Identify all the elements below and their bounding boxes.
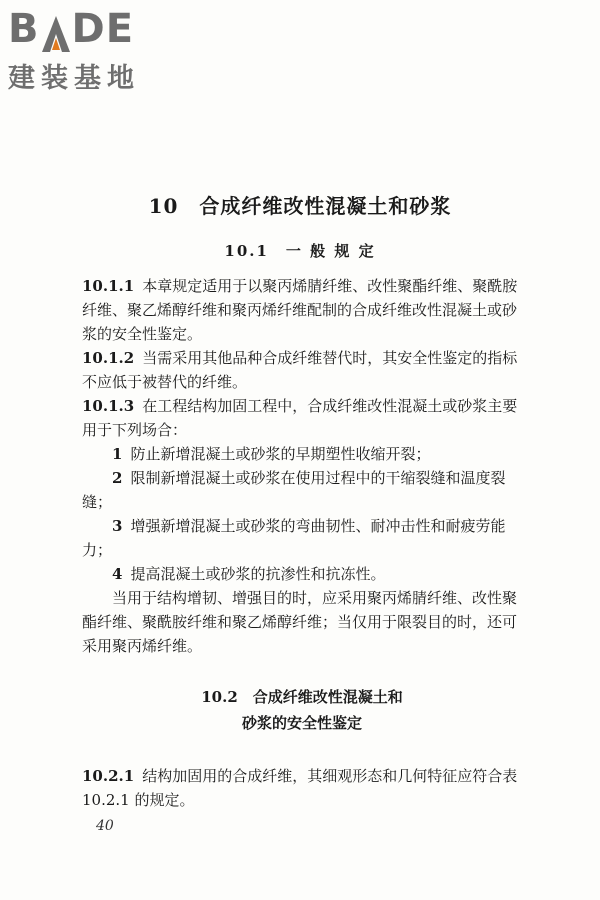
item-text: 提高混凝土或砂浆的抗渗性和抗冻性。	[130, 565, 386, 583]
document-body	[82, 274, 522, 812]
list-item	[82, 562, 522, 586]
clause-number: 10.2.1	[82, 767, 135, 785]
clause-text: 本章规定适用于以聚丙烯腈纤维、改性聚酯纤维、聚酰胺纤维、聚乙烯醇纤维和聚丙烯纤维配制的合成纤维改性混凝土或砂浆的安全性鉴定。	[82, 277, 518, 343]
item-text: 防止新增混凝土或砂浆的早期塑性收缩开裂；	[130, 445, 431, 463]
section-title-10-1: 10.1 一 般 规 定	[224, 242, 376, 260]
clause-number: 10.1.3	[82, 397, 135, 415]
item-number: 3	[112, 517, 123, 535]
bade-logo	[8, 6, 178, 95]
clause-text: 当需采用其他品种合成纤维替代时，其安全性鉴定的指标不应低于被替代的纤维。	[82, 349, 518, 391]
logo-letters-left: B	[8, 6, 40, 52]
item-number: 4	[112, 565, 123, 583]
logo-letters-right: DE	[71, 6, 135, 52]
item-number: 2	[112, 469, 123, 487]
item-number: 1	[112, 445, 123, 463]
logo-wordmark	[8, 6, 178, 52]
clause-10-1-3	[82, 394, 522, 442]
list-item	[82, 514, 522, 562]
clause-text: 在工程结构加固工程中，合成纤维改性混凝土或砂浆主要用于下列场合：	[82, 397, 518, 439]
item-text: 增强新增混凝土或砂浆的弯曲韧性、耐冲击性和耐疲劳能力；	[82, 517, 506, 559]
section-title-line2: 砂浆的安全性鉴定	[241, 714, 362, 732]
page-number: 40	[96, 818, 114, 834]
item-text: 限制新增混凝土或砂浆在使用过程中的干缩裂缝和温度裂缝；	[82, 469, 506, 511]
usage-note: 当用于结构增韧、增强目的时，应采用聚丙烯腈纤维、改性聚酯纤维、聚酰胺纤维和聚乙烯醇纤维；当仅用于限裂目的时，还可采用聚丙烯纤维。	[82, 589, 518, 655]
list-item	[82, 466, 522, 514]
clause-number: 10.1.1	[82, 277, 135, 295]
section-title-line1: 10.2 合成纤维改性混凝土和	[201, 688, 403, 706]
section-title-10-2	[82, 684, 522, 736]
list-item	[82, 442, 522, 466]
clause-10-1-1	[82, 274, 522, 346]
clause-10-2-1	[82, 764, 522, 812]
logo-a-mark	[41, 12, 71, 52]
chapter-title: 10 合成纤维改性混凝土和砂浆	[148, 194, 452, 218]
clause-number: 10.1.2	[82, 349, 135, 367]
logo-subtitle: 建装基地	[8, 63, 140, 94]
clause-text: 结构加固用的合成纤维，其细观形态和几何特征应符合表 10.2.1 的规定。	[82, 767, 518, 809]
clause-10-1-2	[82, 346, 522, 394]
